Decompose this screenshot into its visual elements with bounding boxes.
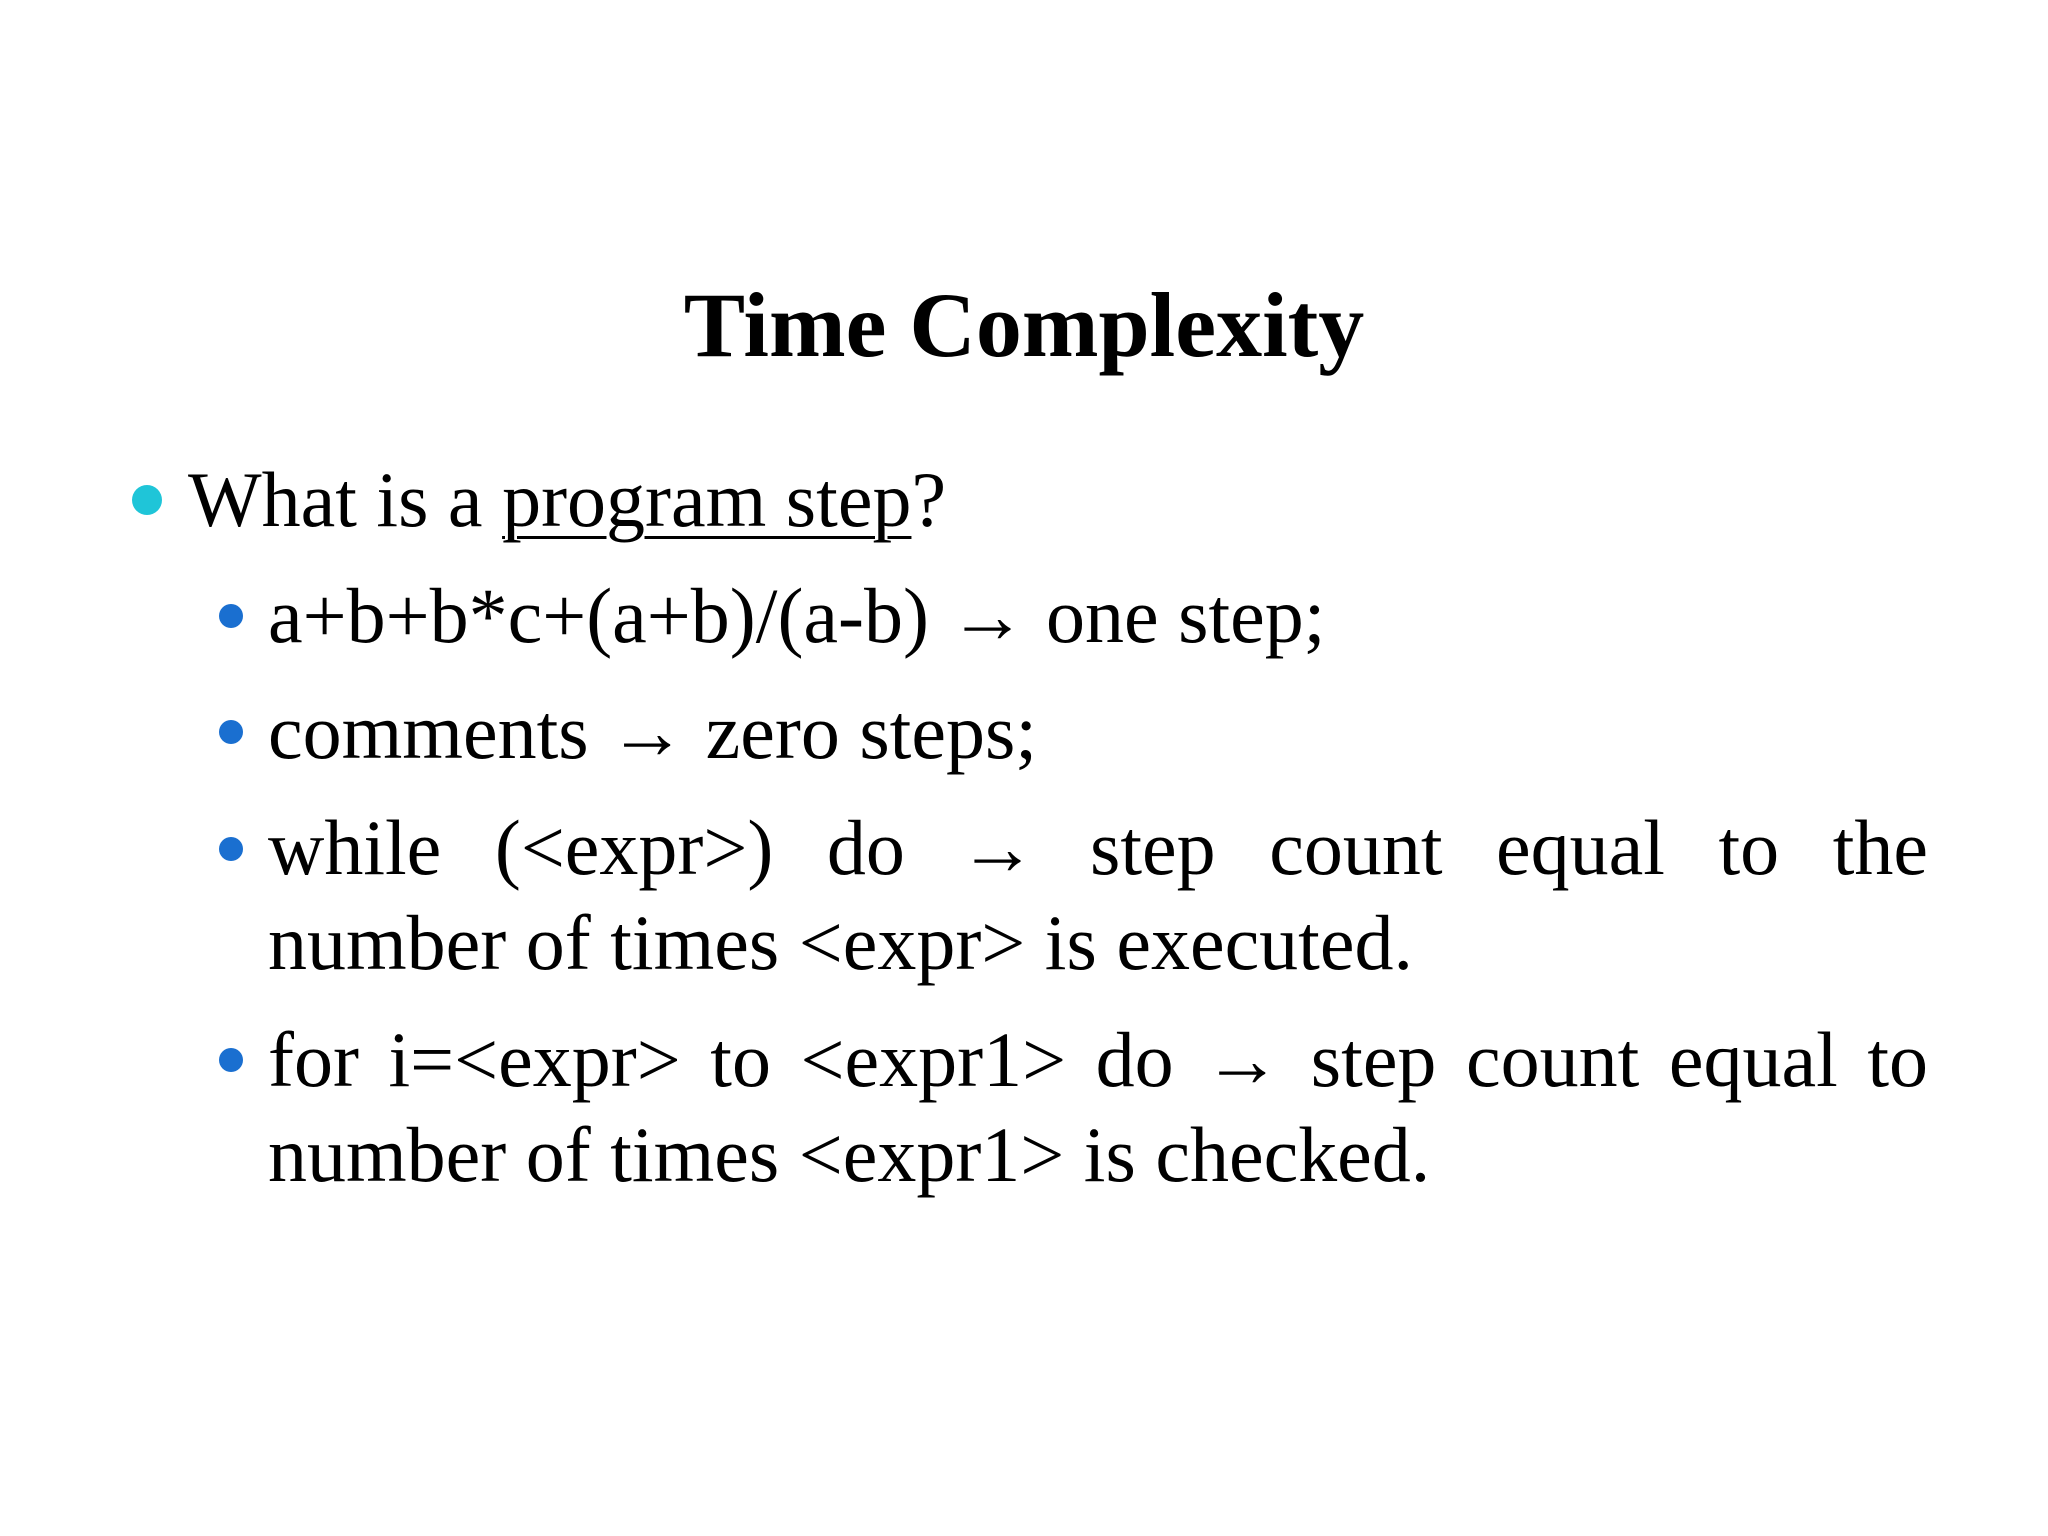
sub-bullet-dot-icon — [219, 837, 243, 861]
sub-bullet-for-line1: for i=<expr> to <expr1> do → step count equal to — [268, 1016, 1928, 1103]
sub-bullet-expression: a+b+b*c+(a+b)/(a-b) → one step; — [268, 572, 1326, 659]
sub-bullet-while — [268, 800, 1928, 990]
bullet-text-before: What is a — [188, 456, 503, 543]
bullet-program-step — [188, 450, 946, 550]
sub-bullet-comments: comments → zero steps; — [268, 688, 1037, 775]
sub-bullet-dot-icon — [219, 604, 243, 628]
slide-title: Time Complexity — [683, 274, 1365, 376]
sub-bullet-while-line1: while (<expr>) do → step count equal to the — [268, 804, 1928, 891]
sub-bullet-for-line2: number of times <expr1> is checked. — [268, 1111, 1431, 1198]
sub-bullet-dot-icon — [219, 720, 243, 744]
bullet-underlined-term: program step — [502, 456, 912, 543]
sub-bullet-while-line2: number of times <expr> is executed. — [268, 899, 1413, 986]
sub-bullet-dot-icon — [219, 1048, 243, 1072]
bullet-dot-icon — [132, 485, 162, 515]
sub-bullet-for — [268, 1012, 1928, 1202]
bullet-text-after: ? — [911, 456, 947, 543]
